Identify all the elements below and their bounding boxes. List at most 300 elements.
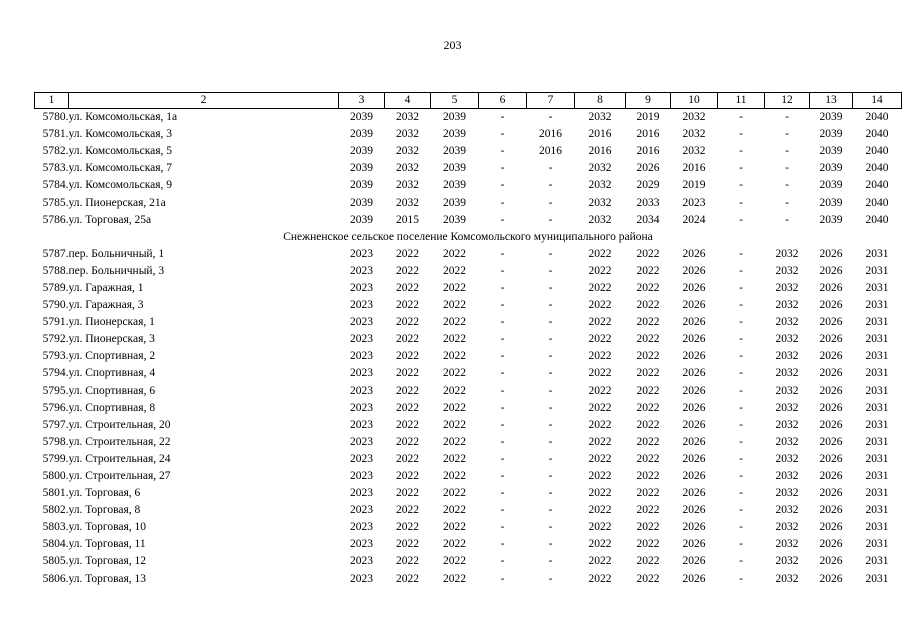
year-cell-col-11: - <box>739 196 743 209</box>
year-cell-col-14: 2031 <box>865 538 889 551</box>
year-cell-col-3: 2039 <box>350 196 373 209</box>
year-cell-col-13: 2039 <box>819 128 843 141</box>
year-cell-col-11: - <box>739 487 743 500</box>
row-number: 5804. <box>42 538 69 551</box>
year-cell-col-7: - <box>548 299 553 312</box>
year-cell-col-5: 2039 <box>443 196 466 209</box>
year-cell-col-11: - <box>739 504 743 517</box>
year-cell-col-8: 2022 <box>588 401 612 414</box>
year-cell-col-13: 2026 <box>819 435 843 448</box>
year-cell-col-13: 2026 <box>819 521 843 534</box>
year-cell-col-13: 2026 <box>819 247 843 260</box>
row-number: 5799. <box>42 452 69 465</box>
year-cell-col-8: 2022 <box>588 299 612 312</box>
address-cell: ул. Комсомольская, 1а <box>68 111 178 124</box>
year-cell-col-5: 2022 <box>443 333 466 346</box>
year-cell-col-9: 2022 <box>636 350 660 363</box>
row-number: 5781. <box>42 128 69 141</box>
address-cell: ул. Торговая, 25а <box>68 213 152 226</box>
year-cell-col-10: 2026 <box>682 435 706 448</box>
year-cell-col-4: 2022 <box>396 435 419 448</box>
year-cell-col-10: 2026 <box>682 350 706 363</box>
year-cell-col-4: 2022 <box>396 487 419 500</box>
year-cell-col-12: 2032 <box>775 435 799 448</box>
year-cell-col-4: 2022 <box>396 264 419 277</box>
year-cell-col-4: 2032 <box>396 179 419 192</box>
year-cell-col-14: 2040 <box>865 196 889 209</box>
year-cell-col-6: - <box>500 213 505 226</box>
year-cell-col-10: 2026 <box>682 555 706 568</box>
table-row <box>35 263 902 280</box>
year-cell-col-3: 2023 <box>350 264 373 277</box>
year-cell-col-11: - <box>739 367 743 380</box>
row-number: 5788. <box>42 264 69 277</box>
year-cell-col-5: 2022 <box>443 487 466 500</box>
year-cell-col-9: 2022 <box>636 521 660 534</box>
year-cell-col-11: - <box>739 264 743 277</box>
year-cell-col-12: 2032 <box>775 487 799 500</box>
column-header-1: 1 <box>35 93 69 109</box>
row-number: 5792. <box>42 333 69 346</box>
year-cell-col-9: 2033 <box>636 196 660 209</box>
year-cell-col-10: 2032 <box>682 111 706 124</box>
year-cell-col-13: 2026 <box>819 504 843 517</box>
year-cell-col-3: 2039 <box>350 213 373 226</box>
address-cell: ул. Пионерская, 21а <box>68 196 166 209</box>
year-cell-col-7: - <box>548 538 553 551</box>
year-cell-col-11: - <box>739 470 743 483</box>
year-cell-col-7: - <box>548 521 553 534</box>
table-row <box>35 212 902 229</box>
year-cell-col-9: 2022 <box>636 401 660 414</box>
year-cell-col-5: 2022 <box>443 264 466 277</box>
year-cell-col-11: - <box>739 145 743 158</box>
address-cell: пер. Больничный, 3 <box>68 264 165 277</box>
year-cell-col-14: 2031 <box>865 264 889 277</box>
year-cell-col-7: - <box>548 162 553 175</box>
year-cell-col-3: 2023 <box>350 384 373 397</box>
year-cell-col-9: 2022 <box>636 384 660 397</box>
table-row <box>35 485 902 502</box>
year-cell-col-8: 2022 <box>588 264 612 277</box>
year-cell-col-12: - <box>785 179 789 192</box>
year-cell-col-13: 2026 <box>819 299 843 312</box>
table-row <box>35 194 902 211</box>
year-cell-col-5: 2022 <box>443 350 466 363</box>
year-cell-col-10: 2023 <box>682 196 706 209</box>
year-cell-col-3: 2023 <box>350 452 373 465</box>
year-cell-col-11: - <box>739 111 743 124</box>
year-cell-col-4: 2022 <box>396 247 419 260</box>
row-number: 5789. <box>42 281 69 294</box>
year-cell-col-10: 2026 <box>682 572 706 585</box>
year-cell-col-5: 2022 <box>443 572 466 585</box>
year-cell-col-14: 2031 <box>865 435 889 448</box>
year-cell-col-5: 2022 <box>443 521 466 534</box>
year-cell-col-6: - <box>500 145 505 158</box>
row-number: 5803. <box>42 521 69 534</box>
year-cell-col-11: - <box>739 435 743 448</box>
table-row <box>35 348 902 365</box>
column-header-12: 12 <box>765 93 810 109</box>
year-cell-col-6: - <box>500 111 505 124</box>
year-cell-col-11: - <box>739 128 743 141</box>
table-row <box>35 468 902 485</box>
year-cell-col-3: 2023 <box>350 418 373 431</box>
year-cell-col-14: 2040 <box>865 162 889 175</box>
year-cell-col-13: 2026 <box>819 367 843 380</box>
year-cell-col-11: - <box>739 401 743 414</box>
year-cell-col-4: 2032 <box>396 196 419 209</box>
year-cell-col-12: - <box>785 196 789 209</box>
row-number: 5784. <box>42 179 69 192</box>
address-cell: ул. Спортивная, 8 <box>68 401 156 414</box>
table-body <box>35 109 902 588</box>
year-cell-col-3: 2023 <box>350 504 373 517</box>
year-cell-col-5: 2022 <box>443 555 466 568</box>
year-cell-col-10: 2026 <box>682 316 706 329</box>
year-cell-col-14: 2031 <box>865 487 889 500</box>
year-cell-col-4: 2022 <box>396 418 419 431</box>
year-cell-col-13: 2026 <box>819 350 843 363</box>
year-cell-col-4: 2022 <box>396 572 419 585</box>
year-cell-col-4: 2022 <box>396 555 419 568</box>
year-cell-col-11: - <box>739 452 743 465</box>
year-cell-col-4: 2022 <box>396 521 419 534</box>
year-cell-col-6: - <box>500 350 505 363</box>
row-number: 5798. <box>42 435 69 448</box>
year-cell-col-11: - <box>739 538 743 551</box>
year-cell-col-4: 2022 <box>396 452 419 465</box>
year-cell-col-12: 2032 <box>775 247 799 260</box>
year-cell-col-14: 2040 <box>865 179 889 192</box>
year-cell-col-6: - <box>500 538 505 551</box>
section-row <box>35 229 902 246</box>
year-cell-col-6: - <box>500 555 505 568</box>
year-cell-col-12: 2032 <box>775 299 799 312</box>
year-cell-col-13: 2039 <box>819 196 843 209</box>
year-cell-col-9: 2022 <box>636 333 660 346</box>
year-cell-col-12: 2032 <box>775 572 799 585</box>
year-cell-col-4: 2032 <box>396 145 419 158</box>
year-cell-col-8: 2022 <box>588 452 612 465</box>
year-cell-col-11: - <box>739 281 743 294</box>
year-cell-col-9: 2022 <box>636 572 660 585</box>
year-cell-col-6: - <box>500 162 505 175</box>
year-cell-col-12: 2032 <box>775 333 799 346</box>
year-cell-col-13: 2026 <box>819 384 843 397</box>
year-cell-col-14: 2031 <box>865 401 889 414</box>
section-title: Снежненское сельское поселение Комсомольского муниципального района <box>283 230 653 243</box>
year-cell-col-3: 2023 <box>350 401 373 414</box>
table-row <box>35 519 902 536</box>
year-cell-col-7: - <box>548 179 553 192</box>
year-cell-col-5: 2022 <box>443 401 466 414</box>
year-cell-col-5: 2022 <box>443 435 466 448</box>
year-cell-col-4: 2022 <box>396 299 419 312</box>
year-cell-col-3: 2023 <box>350 572 373 585</box>
address-cell: ул. Гаражная, 3 <box>68 299 144 312</box>
year-cell-col-14: 2031 <box>865 555 889 568</box>
year-cell-col-12: - <box>785 162 789 175</box>
year-cell-col-14: 2031 <box>865 299 889 312</box>
address-cell: ул. Пионерская, 1 <box>68 316 155 329</box>
year-cell-col-8: 2022 <box>588 572 612 585</box>
year-cell-col-6: - <box>500 504 505 517</box>
year-cell-col-14: 2040 <box>865 145 889 158</box>
table-row <box>35 365 902 382</box>
year-cell-col-12: 2032 <box>775 401 799 414</box>
year-cell-col-12: - <box>785 128 789 141</box>
table-row <box>35 400 902 417</box>
year-cell-col-8: 2022 <box>588 384 612 397</box>
year-cell-col-3: 2039 <box>350 128 373 141</box>
year-cell-col-14: 2031 <box>865 350 889 363</box>
year-cell-col-7: - <box>548 333 553 346</box>
year-cell-col-10: 2026 <box>682 452 706 465</box>
table-row <box>35 314 902 331</box>
year-cell-col-6: - <box>500 333 505 346</box>
year-cell-col-14: 2031 <box>865 333 889 346</box>
year-cell-col-10: 2026 <box>682 384 706 397</box>
year-cell-col-4: 2022 <box>396 367 419 380</box>
address-cell: ул. Торговая, 10 <box>68 521 146 534</box>
year-cell-col-9: 2022 <box>636 487 660 500</box>
row-number: 5806. <box>42 572 69 585</box>
year-cell-col-3: 2023 <box>350 435 373 448</box>
year-cell-col-13: 2039 <box>819 162 843 175</box>
year-cell-col-8: 2022 <box>588 281 612 294</box>
year-cell-col-8: 2022 <box>588 350 612 363</box>
year-cell-col-4: 2022 <box>396 316 419 329</box>
address-cell: пер. Больничный, 1 <box>68 247 165 260</box>
year-cell-col-8: 2022 <box>588 247 612 260</box>
year-cell-col-9: 2022 <box>636 504 660 517</box>
year-cell-col-8: 2022 <box>588 435 612 448</box>
year-cell-col-11: - <box>739 316 743 329</box>
year-cell-col-7: - <box>548 470 553 483</box>
year-cell-col-5: 2022 <box>443 504 466 517</box>
year-cell-col-10: 2026 <box>682 504 706 517</box>
year-cell-col-9: 2029 <box>636 179 660 192</box>
year-cell-col-10: 2026 <box>682 521 706 534</box>
year-cell-col-5: 2022 <box>443 384 466 397</box>
column-header-7: 7 <box>527 93 575 109</box>
address-cell: ул. Строительная, 24 <box>68 452 171 465</box>
year-cell-col-13: 2026 <box>819 538 843 551</box>
year-cell-col-11: - <box>739 555 743 568</box>
page-number: 203 <box>443 38 462 52</box>
year-cell-col-4: 2022 <box>396 384 419 397</box>
year-cell-col-3: 2023 <box>350 316 373 329</box>
year-cell-col-11: - <box>739 179 743 192</box>
table-row <box>35 553 902 570</box>
year-cell-col-8: 2032 <box>588 179 612 192</box>
table-row <box>35 571 902 588</box>
address-cell: ул. Строительная, 20 <box>68 418 171 431</box>
year-cell-col-9: 2019 <box>636 111 660 124</box>
year-cell-col-5: 2022 <box>443 452 466 465</box>
year-cell-col-12: 2032 <box>775 281 799 294</box>
year-cell-col-6: - <box>500 367 505 380</box>
year-cell-col-10: 2026 <box>682 247 706 260</box>
year-cell-col-6: - <box>500 128 505 141</box>
column-header-13: 13 <box>810 93 853 109</box>
address-cell: ул. Торговая, 11 <box>68 538 146 551</box>
year-cell-col-12: - <box>785 213 789 226</box>
year-cell-col-8: 2022 <box>588 521 612 534</box>
year-cell-col-11: - <box>739 299 743 312</box>
year-cell-col-8: 2032 <box>588 213 612 226</box>
year-cell-col-9: 2022 <box>636 470 660 483</box>
year-cell-col-12: 2032 <box>775 316 799 329</box>
year-cell-col-13: 2026 <box>819 470 843 483</box>
year-cell-col-13: 2026 <box>819 281 843 294</box>
year-cell-col-12: - <box>785 145 789 158</box>
row-number: 5801. <box>42 487 69 500</box>
year-cell-col-7: - <box>548 350 553 363</box>
year-cell-col-5: 2039 <box>443 111 466 124</box>
year-cell-col-9: 2022 <box>636 281 660 294</box>
year-cell-col-7: - <box>548 196 553 209</box>
year-cell-col-14: 2031 <box>865 367 889 380</box>
row-number: 5782. <box>42 145 69 158</box>
table-row <box>35 143 902 160</box>
year-cell-col-8: 2022 <box>588 555 612 568</box>
year-cell-col-8: 2016 <box>588 128 612 141</box>
year-cell-col-9: 2022 <box>636 452 660 465</box>
year-cell-col-11: - <box>739 247 743 260</box>
address-cell: ул. Гаражная, 1 <box>68 281 144 294</box>
year-cell-col-8: 2016 <box>588 145 612 158</box>
row-number: 5802. <box>42 504 69 517</box>
address-cell: ул. Спортивная, 6 <box>68 384 156 397</box>
year-cell-col-10: 2026 <box>682 281 706 294</box>
year-cell-col-7: - <box>548 316 553 329</box>
address-cell: ул. Комсомольская, 3 <box>68 128 173 141</box>
year-cell-col-6: - <box>500 196 505 209</box>
row-number: 5805. <box>42 555 69 568</box>
year-cell-col-7: - <box>548 213 553 226</box>
year-cell-col-13: 2039 <box>819 145 843 158</box>
year-cell-col-6: - <box>500 264 505 277</box>
year-cell-col-6: - <box>500 401 505 414</box>
schedule-table <box>34 92 902 588</box>
year-cell-col-6: - <box>500 572 505 585</box>
year-cell-col-10: 2026 <box>682 401 706 414</box>
year-cell-col-10: 2026 <box>682 470 706 483</box>
year-cell-col-3: 2023 <box>350 299 373 312</box>
year-cell-col-14: 2031 <box>865 470 889 483</box>
year-cell-col-9: 2022 <box>636 367 660 380</box>
year-cell-col-5: 2022 <box>443 281 466 294</box>
address-cell: ул. Строительная, 22 <box>68 435 171 448</box>
year-cell-col-14: 2040 <box>865 128 889 141</box>
year-cell-col-10: 2026 <box>682 367 706 380</box>
year-cell-col-12: 2032 <box>775 521 799 534</box>
year-cell-col-6: - <box>500 281 505 294</box>
year-cell-col-5: 2039 <box>443 162 466 175</box>
column-header-11: 11 <box>718 93 765 109</box>
year-cell-col-8: 2022 <box>588 333 612 346</box>
year-cell-col-9: 2022 <box>636 418 660 431</box>
year-cell-col-3: 2039 <box>350 179 373 192</box>
year-cell-col-12: 2032 <box>775 504 799 517</box>
year-cell-col-12: - <box>785 111 789 124</box>
year-cell-col-7: - <box>548 418 553 431</box>
row-number: 5794. <box>42 367 69 380</box>
year-cell-col-6: - <box>500 384 505 397</box>
table-row <box>35 383 902 400</box>
row-number: 5786. <box>42 213 69 226</box>
year-cell-col-7: 2016 <box>539 128 562 141</box>
year-cell-col-13: 2026 <box>819 264 843 277</box>
year-cell-col-7: - <box>548 555 553 568</box>
column-header-14: 14 <box>853 93 902 109</box>
year-cell-col-11: - <box>739 384 743 397</box>
year-cell-col-14: 2031 <box>865 504 889 517</box>
year-cell-col-4: 2022 <box>396 350 419 363</box>
row-number: 5795. <box>42 384 69 397</box>
year-cell-col-3: 2023 <box>350 487 373 500</box>
year-cell-col-10: 2032 <box>682 128 706 141</box>
year-cell-col-5: 2022 <box>443 367 466 380</box>
column-header-5: 5 <box>431 93 479 109</box>
address-cell: ул. Комсомольская, 7 <box>68 162 173 175</box>
address-cell: ул. Спортивная, 4 <box>68 367 156 380</box>
year-cell-col-7: - <box>548 247 553 260</box>
year-cell-col-4: 2032 <box>396 162 419 175</box>
year-cell-col-4: 2022 <box>396 401 419 414</box>
year-cell-col-7: - <box>548 572 553 585</box>
column-header-3: 3 <box>339 93 385 109</box>
year-cell-col-14: 2031 <box>865 418 889 431</box>
year-cell-col-7: - <box>548 452 553 465</box>
year-cell-col-3: 2023 <box>350 538 373 551</box>
year-cell-col-11: - <box>739 572 743 585</box>
year-cell-col-7: - <box>548 367 553 380</box>
column-header-10: 10 <box>671 93 718 109</box>
year-cell-col-3: 2039 <box>350 111 373 124</box>
column-header-4: 4 <box>385 93 431 109</box>
year-cell-col-3: 2039 <box>350 145 373 158</box>
row-number: 5791. <box>42 316 69 329</box>
year-cell-col-9: 2022 <box>636 264 660 277</box>
year-cell-col-5: 2022 <box>443 247 466 260</box>
year-cell-col-8: 2022 <box>588 418 612 431</box>
year-cell-col-14: 2031 <box>865 452 889 465</box>
year-cell-col-7: - <box>548 504 553 517</box>
year-cell-col-14: 2031 <box>865 572 889 585</box>
table-row <box>35 434 902 451</box>
year-cell-col-12: 2032 <box>775 538 799 551</box>
year-cell-col-13: 2026 <box>819 452 843 465</box>
year-cell-col-13: 2039 <box>819 213 843 226</box>
year-cell-col-6: - <box>500 452 505 465</box>
year-cell-col-8: 2022 <box>588 487 612 500</box>
year-cell-col-6: - <box>500 299 505 312</box>
table-row <box>35 417 902 434</box>
year-cell-col-4: 2022 <box>396 504 419 517</box>
year-cell-col-14: 2031 <box>865 247 889 260</box>
year-cell-col-11: - <box>739 162 743 175</box>
year-cell-col-3: 2023 <box>350 555 373 568</box>
table-row <box>35 109 902 127</box>
year-cell-col-7: - <box>548 281 553 294</box>
table-row <box>35 502 902 519</box>
table-row <box>35 160 902 177</box>
year-cell-col-5: 2022 <box>443 299 466 312</box>
